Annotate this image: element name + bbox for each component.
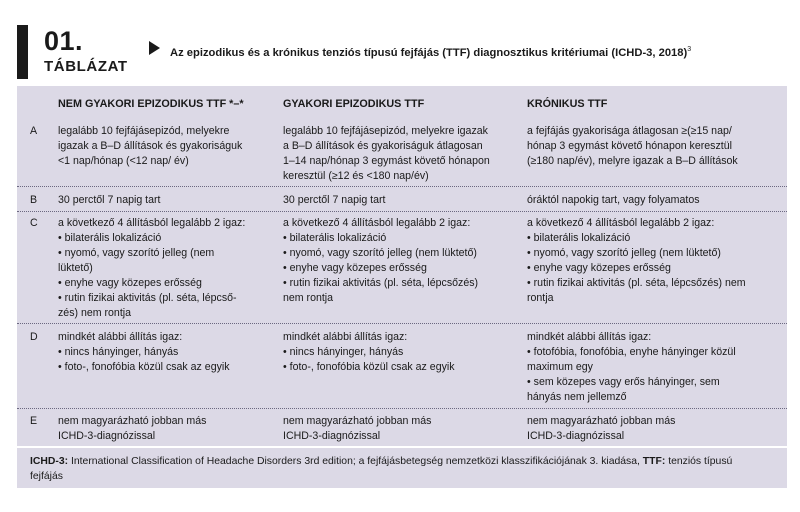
header-accent-bar [17, 25, 28, 79]
row-label-b: B [30, 194, 38, 206]
triangle-arrow-icon [149, 41, 160, 55]
table-number: 01. [44, 26, 84, 56]
row-divider [17, 408, 787, 409]
row-label-c: C [30, 217, 38, 229]
cell-a-chronic: a fejfájás gyakorisága átlagosan ≥(≥15 nap/ hónap 3 egymást követő hónapon keresztül (≥180 nap/év), melyre igazak a B–D állítások [527, 125, 738, 167]
row-label-e: E [30, 415, 38, 427]
cell-d-frequent: mindkét alábbi állítás igaz: • nincs hányinger, hányás • foto-, fonofóbia közül csak az egyik [283, 331, 455, 373]
row-divider [17, 211, 787, 212]
row-label-a: A [30, 125, 38, 137]
column-header-frequent: GYAKORI EPIZODIKUS TTF [283, 98, 425, 110]
column-header-chronic: KRÓNIKUS TTF [527, 98, 608, 110]
table-title: Az epizodikus és a krónikus tenziós típusú fejfájás (TTF) diagnosztikus kritériumai (ICHD-3, 2018)$^3$ [170, 46, 692, 59]
cell-e-frequent: nem magyarázható jobban más ICHD-3-diagnózissal [283, 415, 432, 442]
table-label: TÁBLÁZAT [44, 58, 128, 75]
cell-a-frequent: legalább 10 fejfájásepizód, melyekre igazak a B–D állítások és gyakoriságuk átlagosan 1–14 nap/hónap 3 egymást követő hónapon keresztül (≥12 és <180 nap/év) [283, 125, 490, 182]
cell-a-infrequent: legalább 10 fejfájásepizód, melyekre igazak a B–D állítások és gyakoriságuk <1 nap/hónap (<12 nap/ év) [58, 125, 243, 167]
table-header [0, 0, 800, 80]
column-header-infrequent: NEM GYAKORI EPIZODIKUS TTF *–* [58, 98, 244, 110]
cell-e-infrequent: nem magyarázható jobban más ICHD-3-diagnózissal [58, 415, 207, 442]
table-footnote: ICHD-3: International Classification of Headache Disorders 3rd edition; a fejfájásbetegség nemzetközi klasszifikációjának 3. kiadása, TTF: tenziós típusú fejfájás [30, 456, 733, 482]
cell-d-chronic: mindkét alábbi állítás igaz: • fotofóbia, fonofóbia, enyhe hányinger közül maximum egy • sem közepes vagy erős hányinger, sem hányás nem jellemző [527, 331, 736, 403]
row-divider [17, 323, 787, 324]
row-label-d: D [30, 331, 38, 343]
cell-c-frequent: a következő 4 állításból legalább 2 igaz: • bilaterális lokalizáció • nyomó, vagy szorító jelleg (nem lüktető) • enyhe vagy közepes erősség • rutin fizikai aktivitás (pl. séta, lépcsőzés) nem rontja [283, 217, 479, 304]
cell-b-frequent: 30 perctől 7 napig tart [283, 194, 386, 206]
row-divider [17, 186, 787, 187]
cell-e-chronic: nem magyarázható jobban más ICHD-3-diagnózissal [527, 415, 676, 442]
cell-d-infrequent: mindkét alábbi állítás igaz: • nincs hányinger, hányás • foto-, fonofóbia közül csak az egyik [58, 331, 230, 373]
cell-c-infrequent: a következő 4 állításból legalább 2 igaz: • bilaterális lokalizáció • nyomó, vagy szorító jelleg (nem lüktető) • enyhe vagy közepes erősség • rutin fizikai aktivitás (pl. séta, lépcső- zés) nem rontja [58, 217, 246, 319]
cell-c-chronic: a következő 4 állításból legalább 2 igaz: • bilaterális lokalizáció • nyomó, vagy szorító jelleg (nem lüktető) • enyhe vagy közepes erősség • rutin fizikai aktivitás (pl. séta, lépcsőzés) nem rontja [527, 217, 746, 304]
cell-b-chronic: óráktól napokig tart, vagy folyamatos [527, 194, 700, 206]
cell-b-infrequent: 30 perctől 7 napig tart [58, 194, 161, 206]
